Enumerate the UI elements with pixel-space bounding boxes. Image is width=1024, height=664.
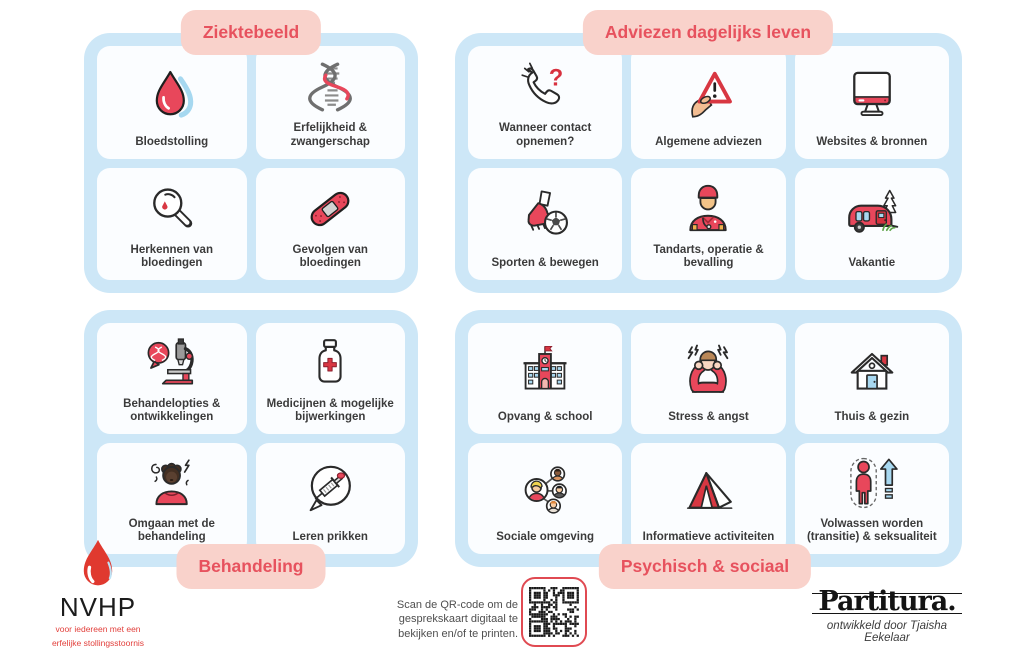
blood-drop-logo-icon: [43, 538, 153, 591]
card-sociale-omgeving[interactable]: [468, 443, 622, 554]
section-title-ziektebeeld: Ziektebeeld: [181, 10, 321, 55]
card-label: Gevolgen van bloedingen: [292, 243, 368, 270]
card-behandelopties-ontwikkelingen[interactable]: [97, 323, 247, 434]
blood-drop-icon: [145, 52, 199, 136]
card-label: Sporten & bewegen: [491, 257, 599, 270]
card-opvang-school[interactable]: [468, 323, 622, 434]
soccer-shoe-ball-icon: [517, 174, 573, 258]
medicine-bottle-cross-icon: [303, 329, 357, 398]
card-leren-prikken[interactable]: [256, 443, 406, 554]
tent-icon: [679, 449, 737, 531]
syringe-speech-bubble-icon: [302, 449, 358, 531]
card-label: Thuis & gezin: [834, 411, 910, 424]
caravan-icon: [843, 174, 901, 258]
card-informatieve-activiteiten[interactable]: [631, 443, 785, 554]
card-label: Tandarts, operatie & bevalling: [653, 243, 764, 270]
partitura-wordmark: Partitura.: [818, 586, 956, 617]
section-title-psychisch-sociaal: Psychisch & sociaal: [599, 544, 811, 589]
panel-ziektebeeld: [84, 33, 418, 293]
house-icon: [845, 329, 899, 411]
card-label: Stress & angst: [668, 411, 749, 424]
card-vakantie[interactable]: [795, 168, 949, 281]
computer-monitor-icon: [844, 52, 900, 136]
bandage-icon: [303, 174, 357, 244]
card-volwassen-worden[interactable]: [795, 443, 949, 554]
qr-code-svg: [529, 587, 579, 637]
card-thuis-gezin[interactable]: [795, 323, 949, 434]
head-in-hands-person-icon: [680, 329, 736, 411]
card-sporten-bewegen[interactable]: [468, 168, 622, 281]
card-label: Informatieve activiteiten: [642, 531, 775, 544]
nvhp-tagline-line1: voor iedereen met een: [55, 624, 141, 634]
dna-icon: [303, 52, 357, 122]
card-label: Leren prikken: [292, 531, 368, 544]
phone-question-icon: [517, 52, 573, 122]
growing-person-arrow-icon: [844, 449, 900, 518]
card-herkennen-van-bloedingen[interactable]: [97, 168, 247, 281]
card-label: Erfelijkheid & zwangerschap: [290, 122, 370, 148]
card-tandarts-operatie-bevalling[interactable]: [631, 168, 785, 281]
nvhp-tagline-line2: erfelijke stollingsstoornis: [51, 637, 145, 648]
microscope-dna-bubble-icon: [144, 329, 200, 398]
card-algemene-adviezen[interactable]: [631, 46, 785, 159]
card-label: Websites & bronnen: [816, 135, 928, 148]
card-label: Behandelopties & ontwikkelingen: [123, 397, 221, 424]
partitura-subtitle: ontwikkeld door Tjaisha Eekelaar: [826, 620, 948, 644]
card-bloedstolling[interactable]: [97, 46, 247, 159]
card-erfelijkheid-zwangerschap[interactable]: [256, 46, 406, 159]
section-title-adviezen-dagelijks-leven: Adviezen dagelijks leven: [583, 10, 833, 55]
social-network-icon: [517, 449, 573, 531]
hand-warning-triangle-icon: [680, 52, 736, 136]
card-label: Vakantie: [848, 257, 896, 270]
svg-text:?: ?: [548, 65, 564, 92]
qr-code: [521, 577, 587, 647]
partitura-logo: [803, 586, 971, 644]
panel-psychisch-sociaal: [455, 310, 962, 567]
card-label: Opvang & school: [497, 411, 593, 424]
card-label: Sociale omgeving: [496, 531, 595, 544]
card-medicijnen-bijwerkingen[interactable]: [256, 323, 406, 434]
stressed-person-icon: [145, 449, 199, 518]
card-label: Volwassen worden (transitie) & seksualiteit: [806, 517, 937, 544]
card-wanneer-contact-opnemen[interactable]: [468, 46, 622, 159]
card-label: Bloedstolling: [135, 135, 209, 148]
card-stress-angst[interactable]: [631, 323, 785, 434]
card-label: Algemene adviezen: [655, 135, 762, 148]
card-websites-bronnen[interactable]: [795, 46, 949, 159]
school-building-icon: [517, 329, 573, 411]
qr-instruction-text: Scan de QR-code om de gesprekskaart digitaal te bekijken en/of te printen.: [396, 599, 518, 640]
card-label: Medicijnen & mogelijke bijwerkingen: [266, 397, 394, 424]
card-label: Herkennen van bloedingen: [130, 243, 213, 270]
nvhp-wordmark: NVHP: [59, 592, 137, 622]
doctor-icon: [680, 174, 736, 244]
nvhp-logo: [43, 538, 153, 650]
section-title-behandeling: Behandeling: [176, 544, 325, 589]
magnifier-blood-icon: [145, 174, 199, 244]
card-gevolgen-van-bloedingen[interactable]: [256, 168, 406, 281]
panel-behandeling: [84, 310, 418, 567]
panel-adviezen-dagelijks-leven: [455, 33, 962, 293]
card-label: Omgaan met de behandeling: [128, 517, 215, 544]
card-label: Wanneer contact opnemen?: [499, 122, 592, 148]
